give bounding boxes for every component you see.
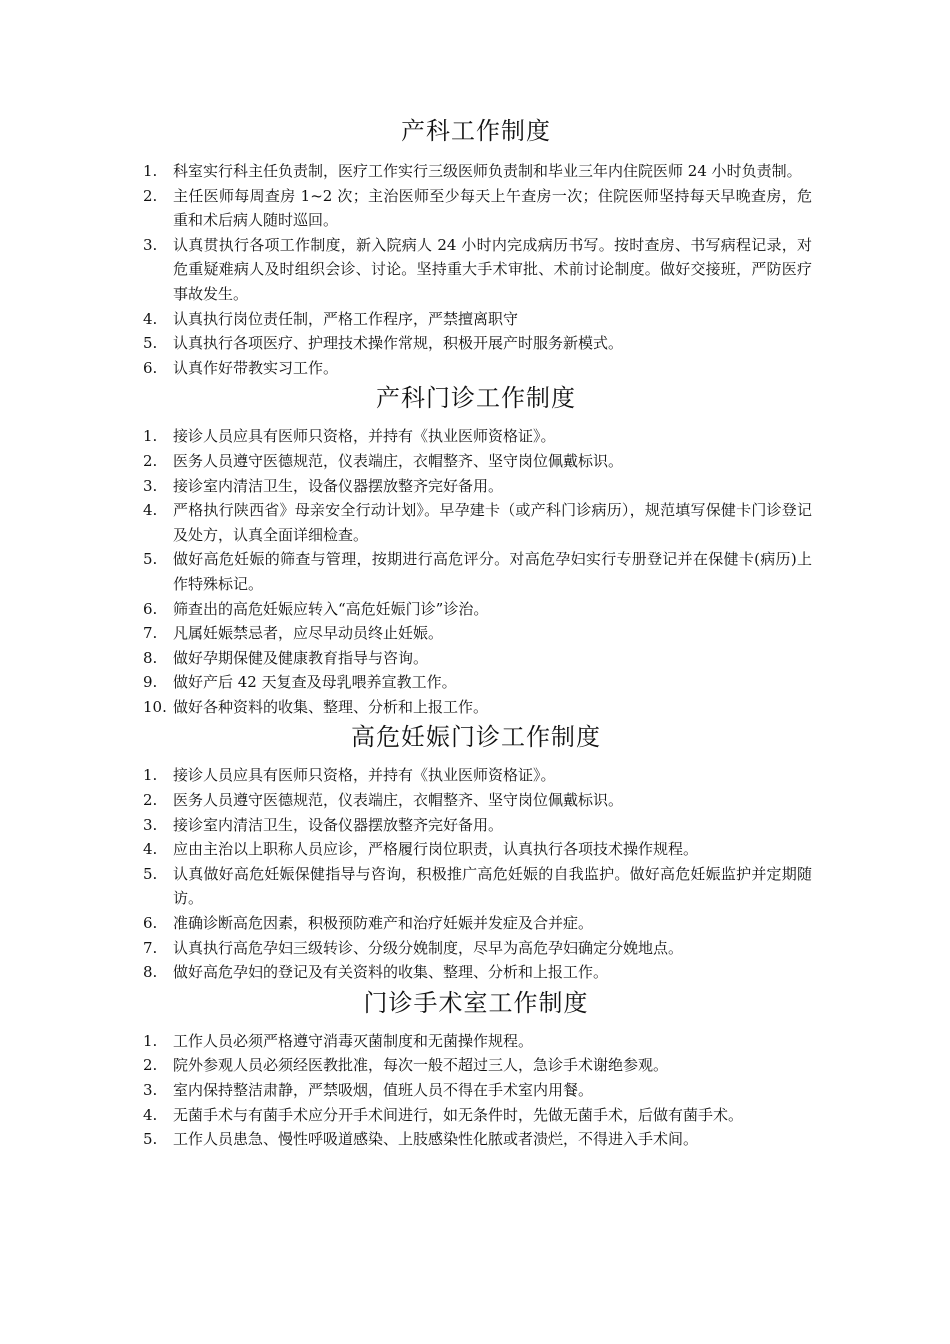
item-text: 认真作好带教实习工作。 xyxy=(173,358,339,377)
list-item xyxy=(140,936,812,961)
item-number: 4. xyxy=(143,501,158,520)
item-number: 1. xyxy=(143,766,158,785)
item-number: 6. xyxy=(143,358,158,377)
item-text: 筛查出的高危妊娠应转入“高危妊娠门诊”诊治。 xyxy=(173,599,489,618)
list-item xyxy=(140,159,812,184)
item-text: 准确诊断高危因素，积极预防难产和治疗妊娠并发症及合并症。 xyxy=(173,914,594,933)
item-number: 3. xyxy=(143,476,158,495)
list-item xyxy=(140,862,812,911)
list-item xyxy=(140,646,812,671)
item-number: 1. xyxy=(143,162,158,180)
list-item xyxy=(140,449,812,474)
item-number: 2. xyxy=(143,1056,158,1075)
item-text: 应由主治以上职称人员应诊，严格履行岗位职责，认真执行各项技术操作规程。 xyxy=(173,840,699,859)
item-text: 做好产后 42 天复查及母乳喂养宣教工作。 xyxy=(173,673,457,692)
list-item xyxy=(140,307,812,332)
item-text: 凡属妊娠禁忌者，应尽早动员终止妊娠。 xyxy=(173,624,444,643)
list-item xyxy=(140,1053,812,1078)
section-title: 产科门诊工作制度 xyxy=(376,384,576,413)
section-list xyxy=(140,424,812,719)
item-number: 4. xyxy=(143,309,158,328)
section-title: 门诊手术室工作制度 xyxy=(363,988,589,1017)
item-text: 工作人员必须严格遵守消毒灭菌制度和无菌操作规程。 xyxy=(173,1031,534,1050)
item-text: 接诊室内清洁卫生，设备仪器摆放整齐完好备用。 xyxy=(173,815,504,834)
item-number: 7. xyxy=(143,938,158,957)
item-text: 工作人员患急、慢性呼吸道感染、上肢感染性化脓或者溃烂，不得进入手术间。 xyxy=(173,1130,699,1149)
section-list xyxy=(140,1029,812,1152)
section-list xyxy=(140,159,812,380)
list-item xyxy=(140,670,812,695)
item-text: 接诊室内清洁卫生，设备仪器摆放整齐完好备用。 xyxy=(173,476,504,495)
list-item xyxy=(140,233,812,307)
item-text: 做好各种资料的收集、整理、分析和上报工作。 xyxy=(173,697,489,716)
item-number: 2. xyxy=(143,186,158,205)
list-item xyxy=(140,474,812,499)
item-number: 5. xyxy=(143,550,158,569)
item-number: 3. xyxy=(143,1081,158,1099)
list-item xyxy=(140,498,812,547)
item-text: 严格执行陕西省》母亲安全行动计划》。早孕建卡（或产科门诊病历），规范填写保健卡门诊登记及处方，认真全面详细检查。 xyxy=(173,501,812,544)
list-item xyxy=(140,621,812,646)
list-item xyxy=(140,424,812,449)
list-item xyxy=(140,695,812,720)
list-item xyxy=(140,1078,812,1103)
list-item xyxy=(140,763,812,788)
list-item xyxy=(140,331,812,356)
item-text: 医务人员遵守医德规范，仪表端庄，衣帽整齐、坚守岗位佩戴标识。 xyxy=(173,791,624,810)
item-text: 认真执行高危孕妇三级转诊、分级分娩制度，尽早为高危孕妇确定分娩地点。 xyxy=(173,938,684,957)
list-item xyxy=(140,911,812,936)
item-text: 医务人员遵守医德规范，仪表端庄，衣帽整齐、坚守岗位佩戴标识。 xyxy=(173,451,624,470)
section-title: 产科工作制度 xyxy=(401,117,551,145)
section-title: 高危妊娠门诊工作制度 xyxy=(351,723,601,752)
item-text: 认真贯执行各项工作制度，新入院病人 24 小时内完成病历书写。按时查房、书写病程记录，对危重疑难病人及时组织会诊、讨论。坚持重大手术审批、术前讨论制度。做好交接班，严防医疗事故发生。 xyxy=(173,235,812,303)
list-item xyxy=(140,960,812,985)
list-item xyxy=(140,184,812,233)
item-number: 2. xyxy=(143,451,158,470)
document-content xyxy=(140,113,812,1152)
item-text: 主任医师每周查房 1~2 次；主治医师至少每天上午查房一次；住院医师坚持每天早晚查房，危重和术后病人随时巡回。 xyxy=(173,186,812,230)
item-number: 1. xyxy=(143,427,158,446)
list-item xyxy=(140,356,812,381)
item-number: 9. xyxy=(143,673,158,692)
item-text: 做好孕期保健及健康教育指导与咨询。 xyxy=(173,648,429,667)
item-text: 科室实行科主任负责制，医疗工作实行三级医师负责制和毕业三年内住院医师 24 小时负责制。 xyxy=(173,162,802,180)
item-number: 3. xyxy=(143,815,158,834)
list-item xyxy=(140,813,812,838)
item-text: 室内保持整洁肃静，严禁吸烟，值班人员不得在手术室内用餐。 xyxy=(173,1081,594,1099)
list-item xyxy=(140,788,812,813)
item-number: 6. xyxy=(143,914,158,933)
item-text: 无菌手术与有菌手术应分开手术间进行，如无条件时，先做无菌手术，后做有菌手术。 xyxy=(173,1105,744,1124)
item-text: 认真执行岗位责任制，严格工作程序，严禁擅离职守 xyxy=(173,309,519,328)
section-list xyxy=(140,763,812,984)
item-text: 接诊人员应具有医师只资格，并持有《执业医师资格证》。 xyxy=(173,427,556,446)
list-item xyxy=(140,1103,812,1128)
item-text: 做好高危妊娠的筛查与管理，按期进行高危评分。对高危孕妇实行专册登记并在保健卡(病历)上作特殊标记。 xyxy=(173,550,812,593)
item-number: 10. xyxy=(143,697,167,716)
item-number: 8. xyxy=(143,648,158,667)
item-number: 8. xyxy=(143,963,158,982)
item-number: 3. xyxy=(143,235,158,254)
list-item xyxy=(140,597,812,622)
list-item xyxy=(140,1127,812,1152)
item-number: 5. xyxy=(143,334,158,353)
item-number: 4. xyxy=(143,840,158,859)
item-number: 5. xyxy=(143,1130,158,1149)
item-number: 6. xyxy=(143,599,158,618)
item-text: 认真做好高危妊娠保健指导与咨询，积极推广高危妊娠的自我监护。做好高危妊娠监护并定期随访。 xyxy=(173,864,812,908)
list-item xyxy=(140,1029,812,1054)
item-text: 做好高危孕妇的登记及有关资料的收集、整理、分析和上报工作。 xyxy=(173,963,609,982)
item-number: 4. xyxy=(143,1105,158,1124)
item-number: 2. xyxy=(143,791,158,810)
item-text: 认真执行各项医疗、护理技术操作常规，积极开展产时服务新模式。 xyxy=(173,334,624,353)
item-text: 接诊人员应具有医师只资格，并持有《执业医师资格证》。 xyxy=(173,766,556,785)
item-number: 1. xyxy=(143,1031,158,1050)
item-number: 5. xyxy=(143,864,158,883)
list-item xyxy=(140,837,812,862)
list-item xyxy=(140,547,812,596)
item-number: 7. xyxy=(143,624,158,643)
item-text: 院外参观人员必须经医教批准，每次一般不超过三人，急诊手术谢绝参观。 xyxy=(173,1056,669,1075)
